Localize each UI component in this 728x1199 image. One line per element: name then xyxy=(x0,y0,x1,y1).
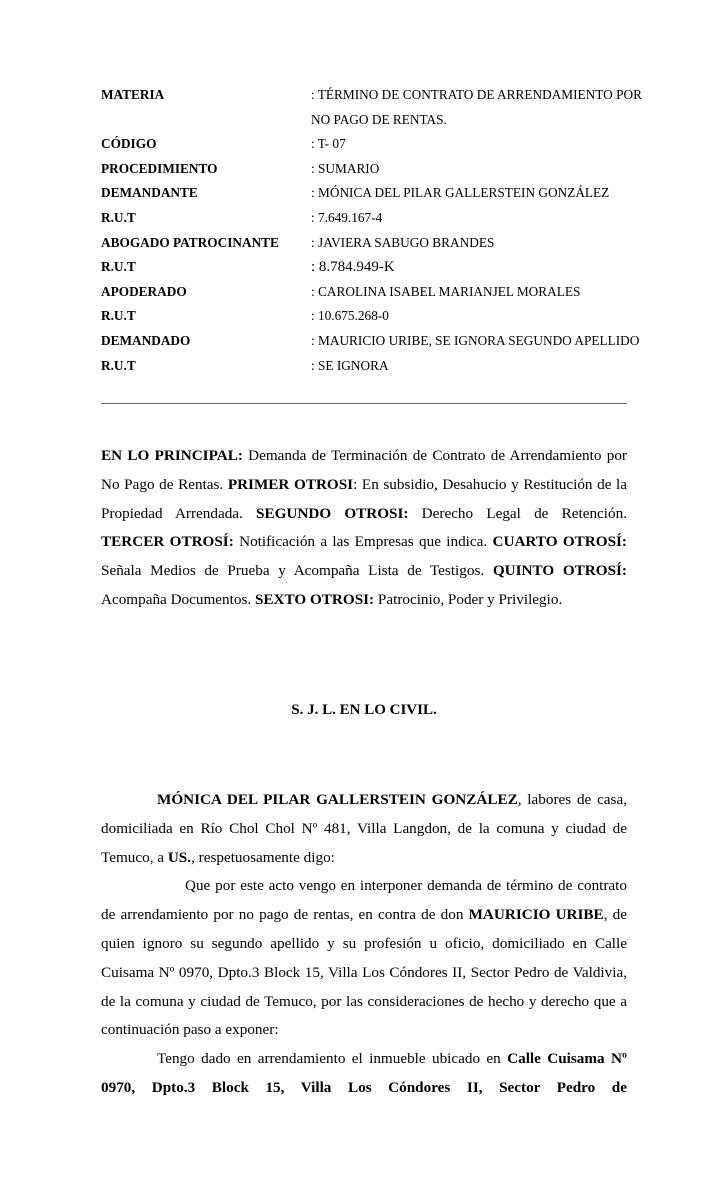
header-value: : MAURICIO URIBE, SE IGNORA SEGUNDO APELLIDO xyxy=(311,332,640,348)
header-value: : TÉRMINO DE CONTRATO DE ARRENDAMIENTO POR xyxy=(311,87,642,102)
header-label: R.U.T xyxy=(101,308,136,324)
header-label: R.U.T xyxy=(101,259,136,275)
us-abbrev: US. xyxy=(167,848,192,866)
header-value: : MÓNICA DEL PILAR GALLERSTEIN GONZÁLEZ xyxy=(311,185,610,201)
otrosi-3-label: TERCER OTROSÍ: xyxy=(101,533,234,551)
paragraph-text: Tengo dado en arrendamiento el inmueble ubicado en xyxy=(157,1050,508,1068)
header-value: : 8.784.949-K xyxy=(311,259,395,276)
header-row-rut-demandado xyxy=(101,354,701,379)
otrosi-6-text: Patrocinio, Poder y Privilegio. xyxy=(374,590,563,608)
otrosi-5-text: Acompaña Documentos. xyxy=(101,590,255,608)
header-value: : CAROLINA ISABEL MARIANJEL MORALES xyxy=(311,283,581,299)
header-label: DEMANDANTE xyxy=(101,185,198,201)
otrosi-2-label: SEGUNDO OTROSI: xyxy=(256,504,409,522)
header-label xyxy=(101,108,311,133)
plaintiff-name: MÓNICA DEL PILAR GALLERSTEIN GONZÁLEZ xyxy=(157,791,518,808)
paragraph-intro xyxy=(101,786,627,872)
petition-summary xyxy=(101,442,627,615)
header-row-materia xyxy=(101,83,701,108)
header-label: MATERIA xyxy=(101,87,165,102)
header-label: ABOGADO PATROCINANTE xyxy=(101,234,279,250)
header-value: : SUMARIO xyxy=(311,160,380,176)
header-row-codigo xyxy=(101,132,701,157)
paragraph-text: , labores de casa, domiciliada en Río Chol Chol Nº 481, Villa Langdon, de la comuna y ciudad de Temuco, a xyxy=(101,791,627,866)
header-label: R.U.T xyxy=(101,357,136,373)
header-label: APODERADO xyxy=(101,283,187,299)
header-row-materia-cont xyxy=(101,108,701,133)
otrosi-4-text: Señala Medios de Prueba y Acompaña Lista de Testigos. xyxy=(101,562,493,580)
otrosi-4-label: CUARTO OTROSÍ: xyxy=(492,533,627,551)
document-body xyxy=(101,786,627,1103)
paragraph-text: , de quien ignoro su segundo apellido y su profesión u oficio, domiciliado en Calle Cuisama Nº 0970, Dpto.3 Block 15, Villa Los Cóndores II, Sector Pedro de Valdivia, de la comuna y ciudad de Temuco, por las consideraciones de hecho y derecho que a continuación paso a exponer: xyxy=(101,906,627,1039)
header-row-demandado xyxy=(101,329,701,354)
principal-label: EN LO PRINCIPAL: xyxy=(101,447,243,464)
separator-line xyxy=(101,403,627,404)
header-row-abogado xyxy=(101,231,701,256)
court-heading: S. J. L. EN LO CIVIL. xyxy=(291,702,437,718)
otrosi-1-text: : En subsidio, Desahucio y Restitución de la Propiedad Arrendada. xyxy=(101,475,627,522)
otrosi-1-label: PRIMER OTROSI xyxy=(227,475,354,493)
header-row-rut-apoderado xyxy=(101,304,701,329)
header-row-rut-demandante xyxy=(101,206,701,231)
property-address: Calle Cuisama Nº 0970, Dpto.3 Block 15, Villa Los Cóndores II, Sector Pedro de xyxy=(101,1050,627,1096)
principal-text: Demanda de Terminación de Contrato de Arrendamiento por No Pago de Rentas. xyxy=(101,447,627,493)
header-row-rut-abogado xyxy=(101,255,701,280)
header-value: : T- 07 xyxy=(311,136,346,152)
header-row-demandante xyxy=(101,181,701,206)
header-label: PROCEDIMIENTO xyxy=(101,160,218,176)
header-label: R.U.T xyxy=(101,209,136,225)
otrosi-3-text: Notificación a las Empresas que indica. xyxy=(233,533,493,551)
paragraph-facts xyxy=(101,1045,627,1103)
defendant-name: MAURICIO URIBE xyxy=(468,906,604,924)
header-value: : 10.675.268-0 xyxy=(311,308,389,324)
header-value: : SE IGNORA xyxy=(311,357,389,373)
header-row-procedimiento xyxy=(101,157,701,182)
paragraph-text: Que por este acto vengo en interponer demanda de término de contrato de arrendamiento por no pago de rentas, en contra de don xyxy=(101,877,627,924)
header-value: : JAVIERA SABUGO BRANDES xyxy=(311,234,495,250)
header-value: : 7.649.167-4 xyxy=(311,209,383,225)
header-value: NO PAGO DE RENTAS. xyxy=(311,111,447,127)
paragraph-text: , respetuosamente digo: xyxy=(191,848,335,866)
paragraph-claim xyxy=(101,872,627,1045)
case-header xyxy=(101,83,701,378)
otrosi-2-text: Derecho Legal de Retención. xyxy=(408,504,627,522)
header-label: DEMANDADO xyxy=(101,332,191,348)
header-row-apoderado xyxy=(101,280,701,305)
header-label: CÓDIGO xyxy=(101,136,157,152)
otrosi-6-label: SEXTO OTROSI: xyxy=(254,590,375,608)
otrosi-5-label: QUINTO OTROSÍ: xyxy=(492,562,627,580)
